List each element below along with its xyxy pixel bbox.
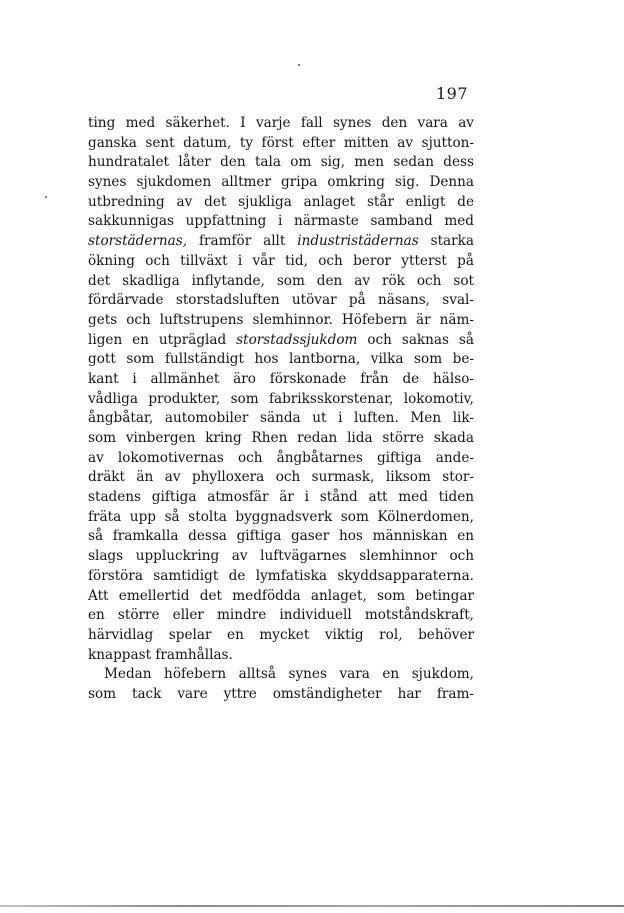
text-line: som vinbergen kring Rhen redan lida större skada	[88, 430, 474, 446]
text-line: synes sjukdomen alltmer gripa omkring sig. Denna	[88, 174, 474, 191]
body-text	[88, 114, 474, 705]
text-line: så framkalla dessa giftiga gaser hos människan en	[88, 528, 474, 545]
text-line: fördärvade storstadsluften utövar på näsans, sval-	[88, 292, 474, 309]
emphasis: storstadssjukdom	[236, 331, 358, 348]
text-line: kant i allmänhet äro förskonade från de hälso-	[88, 370, 474, 387]
emphasis: storstädernas,	[88, 233, 188, 250]
text-line: vådliga produkter, som fabriksskorstenar, lokomotiv,	[88, 390, 474, 407]
text-line: ligen en utpräglad storstadssjukdom och saknas så	[88, 331, 474, 348]
text-line: ting med säkerhet. I varje fall synes den vara av	[88, 115, 474, 131]
text-line: ganska sent datum, ty först efter mitten av sjutton-	[88, 134, 474, 151]
text-line: knappast framhållas.	[88, 646, 233, 663]
text-line: Att emellertid det medfödda anlaget, som betingar	[88, 587, 474, 604]
text-line: ångbåtar, automobiler sända ut i luften. Men lik-	[88, 410, 474, 427]
text-line: det skadliga inflytande, som den av rök och sot	[88, 272, 474, 289]
text-line: förstöra samtidigt de lymfatiska skyddsapparaterna.	[88, 567, 474, 584]
text-line: ökning och tillväxt i vår tid, och beror ytterst på	[88, 252, 474, 269]
text-line: slags uppluckring av luftvägarnes slemhinnor och	[88, 548, 474, 565]
text-line: utbredning av det sjukliga anlaget står enligt de	[88, 193, 474, 210]
text-line: av lokomotivernas och ångbåtarnes giftiga ande-	[88, 449, 474, 466]
text-line: gott som fullständigt hos lantborna, vilka som be-	[88, 351, 474, 368]
text-line: hundratalet låter den tala om sig, men sedan dess	[88, 154, 474, 171]
text-line: en större eller mindre individuell motståndskraft,	[88, 607, 474, 624]
text-line: härvidlag spelar en mycket viktig rol, behöver	[88, 626, 474, 643]
text-line: Medan höfebern alltså synes vara en sjukdom,	[104, 666, 474, 683]
text-line: storstädernas, framför allt industristädernas starka	[88, 233, 474, 250]
emphasis: industristädernas	[297, 233, 419, 250]
page-number: 197	[435, 84, 468, 103]
scan-edge-line	[0, 905, 624, 907]
text-line: fräta upp så stolta byggnadsverk som Kölnerdomen,	[88, 508, 474, 525]
print-speck	[45, 196, 47, 198]
text-line: stadens giftiga atmosfär är i stånd att med tiden	[88, 489, 474, 506]
text-line: dräkt än av phylloxera och surmask, liksom stor-	[88, 469, 474, 486]
text-line: som tack vare yttre omständigheter har fram-	[88, 685, 474, 702]
print-speck	[298, 64, 300, 66]
text-line: gets och luftstrupens slemhinnor. Höfebern är näm-	[88, 311, 474, 328]
text-line: sakkunnigas uppfattning i närmaste samband med	[88, 213, 474, 230]
